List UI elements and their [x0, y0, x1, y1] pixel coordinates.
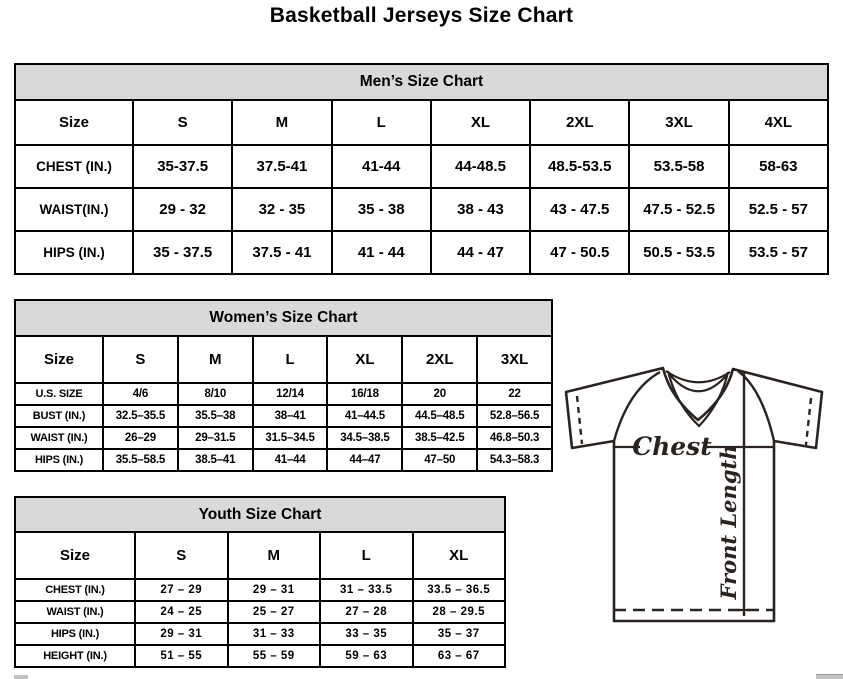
youth-size-table: [14, 531, 506, 668]
size-value-cell: 33 – 35: [320, 623, 413, 645]
chest-label: Chest: [632, 432, 712, 461]
size-corner-header: Size: [15, 336, 103, 383]
front-length-label: Front Length: [716, 444, 741, 600]
size-value-cell: 59 – 63: [320, 645, 413, 667]
bottom-left-artifact: [14, 675, 28, 679]
size-value-cell: 44–47: [327, 449, 402, 471]
mens-table-title-band: Men’s Size Chart: [14, 63, 829, 101]
size-value-cell: 37.5-41: [232, 145, 331, 188]
size-value-cell: 51 – 55: [135, 645, 228, 667]
size-corner-header: Size: [15, 532, 135, 579]
table-row: [15, 449, 552, 471]
size-value-cell: 35 – 37: [413, 623, 506, 645]
size-value-cell: 4/6: [103, 383, 178, 405]
size-column-header: M: [228, 532, 321, 579]
size-corner-header: Size: [15, 100, 133, 145]
size-value-cell: 12/14: [253, 383, 328, 405]
row-label: CHEST (IN.): [15, 579, 135, 601]
size-value-cell: 47 - 50.5: [530, 231, 629, 274]
size-value-cell: 43 - 47.5: [530, 188, 629, 231]
row-label: HIPS (IN.): [15, 623, 135, 645]
size-column-header: 2XL: [402, 336, 477, 383]
size-column-header: L: [320, 532, 413, 579]
size-value-cell: 31.5–34.5: [253, 427, 328, 449]
womens-size-table: [14, 335, 553, 472]
table-row: [15, 405, 552, 427]
table-row: [15, 145, 828, 188]
size-value-cell: 22: [477, 383, 552, 405]
size-value-cell: 52.5 - 57: [729, 188, 828, 231]
size-value-cell: 26–29: [103, 427, 178, 449]
header-row: [15, 100, 828, 145]
size-column-header: 2XL: [530, 100, 629, 145]
row-label: BUST (IN.): [15, 405, 103, 427]
size-column-header: 4XL: [729, 100, 828, 145]
mens-size-table: [14, 99, 829, 275]
size-column-header: S: [103, 336, 178, 383]
size-column-header: 3XL: [629, 100, 728, 145]
size-column-header: XL: [327, 336, 402, 383]
size-value-cell: 32 - 35: [232, 188, 331, 231]
size-column-header: S: [135, 532, 228, 579]
size-value-cell: 44 - 47: [431, 231, 530, 274]
size-value-cell: 46.8–50.3: [477, 427, 552, 449]
table-row: [15, 427, 552, 449]
size-column-header: S: [133, 100, 232, 145]
row-label: CHEST (IN.): [15, 145, 133, 188]
size-value-cell: 44.5–48.5: [402, 405, 477, 427]
size-value-cell: 28 – 29.5: [413, 601, 506, 623]
row-label: WAIST (IN.): [15, 427, 103, 449]
row-label: HIPS (IN.): [15, 449, 103, 471]
size-value-cell: 35-37.5: [133, 145, 232, 188]
header-row: [15, 532, 505, 579]
size-value-cell: 47–50: [402, 449, 477, 471]
size-value-cell: 35.5–58.5: [103, 449, 178, 471]
header-row: [15, 336, 552, 383]
youth-size-chart: [14, 496, 506, 668]
table-row: [15, 579, 505, 601]
size-value-cell: 31 – 33: [228, 623, 321, 645]
size-value-cell: 29–31.5: [178, 427, 253, 449]
jersey-outline: [566, 368, 822, 621]
size-value-cell: 35 - 37.5: [133, 231, 232, 274]
size-value-cell: 8/10: [178, 383, 253, 405]
size-value-cell: 41 - 44: [332, 231, 431, 274]
row-label: HIPS (IN.): [15, 231, 133, 274]
row-label: WAIST (IN.): [15, 601, 135, 623]
size-value-cell: 38 - 43: [431, 188, 530, 231]
table-row: [15, 623, 505, 645]
size-column-header: 3XL: [477, 336, 552, 383]
size-value-cell: 63 – 67: [413, 645, 506, 667]
size-value-cell: 34.5–38.5: [327, 427, 402, 449]
size-column-header: XL: [431, 100, 530, 145]
womens-table-title-band: Women’s Size Chart: [14, 299, 553, 337]
mens-size-chart: [14, 63, 829, 275]
bottom-right-artifact: [816, 674, 843, 679]
size-value-cell: 53.5-58: [629, 145, 728, 188]
size-value-cell: 29 – 31: [135, 623, 228, 645]
size-value-cell: 41-44: [332, 145, 431, 188]
size-column-header: L: [332, 100, 431, 145]
size-column-header: M: [178, 336, 253, 383]
table-row: [15, 383, 552, 405]
size-value-cell: 31 – 33.5: [320, 579, 413, 601]
size-value-cell: 37.5 - 41: [232, 231, 331, 274]
size-value-cell: 38.5–42.5: [402, 427, 477, 449]
size-column-header: M: [232, 100, 331, 145]
size-value-cell: 38–41: [253, 405, 328, 427]
jersey-diagram: [558, 362, 840, 628]
page-title: Basketball Jerseys Size Chart: [269, 4, 574, 27]
size-value-cell: 35.5–38: [178, 405, 253, 427]
table-row: [15, 645, 505, 667]
size-value-cell: 50.5 - 53.5: [629, 231, 728, 274]
youth-table-title-band: Youth Size Chart: [14, 496, 506, 533]
table-row: [15, 231, 828, 274]
size-column-header: XL: [413, 532, 506, 579]
row-label: HEIGHT (IN.): [15, 645, 135, 667]
size-value-cell: 47.5 - 52.5: [629, 188, 728, 231]
size-value-cell: 29 - 32: [133, 188, 232, 231]
size-value-cell: 54.3–58.3: [477, 449, 552, 471]
womens-size-chart: [14, 299, 553, 472]
size-value-cell: 52.8–56.5: [477, 405, 552, 427]
size-value-cell: 55 – 59: [228, 645, 321, 667]
row-label: U.S. SIZE: [15, 383, 103, 405]
size-value-cell: 41–44: [253, 449, 328, 471]
size-value-cell: 27 – 28: [320, 601, 413, 623]
size-value-cell: 32.5–35.5: [103, 405, 178, 427]
size-value-cell: 38.5–41: [178, 449, 253, 471]
size-value-cell: 20: [402, 383, 477, 405]
table-row: [15, 188, 828, 231]
size-value-cell: 48.5-53.5: [530, 145, 629, 188]
size-value-cell: 16/18: [327, 383, 402, 405]
size-value-cell: 33.5 – 36.5: [413, 579, 506, 601]
size-value-cell: 53.5 - 57: [729, 231, 828, 274]
size-column-header: L: [253, 336, 328, 383]
size-value-cell: 35 - 38: [332, 188, 431, 231]
size-value-cell: 27 – 29: [135, 579, 228, 601]
size-value-cell: 58-63: [729, 145, 828, 188]
row-label: WAIST(IN.): [15, 188, 133, 231]
size-value-cell: 24 – 25: [135, 601, 228, 623]
size-value-cell: 25 – 27: [228, 601, 321, 623]
size-value-cell: 44-48.5: [431, 145, 530, 188]
size-value-cell: 29 – 31: [228, 579, 321, 601]
size-value-cell: 41–44.5: [327, 405, 402, 427]
table-row: [15, 601, 505, 623]
